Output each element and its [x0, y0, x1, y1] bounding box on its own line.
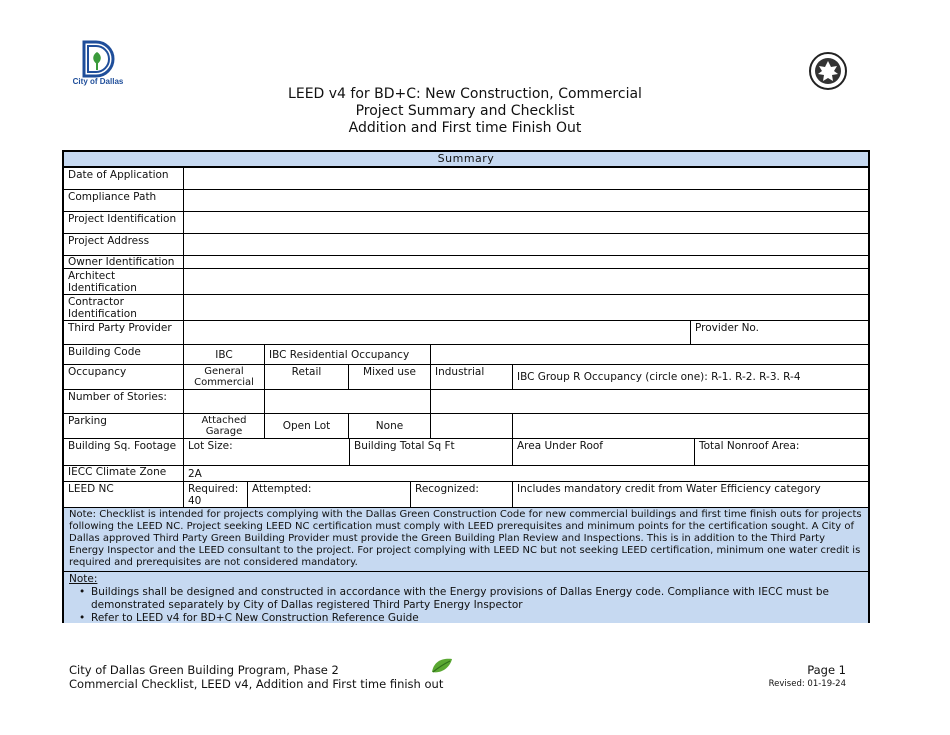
climate-zone-value[interactable]: 2A [188, 468, 202, 480]
row-contractor-identification [64, 295, 868, 321]
parking-blank-1 [431, 414, 513, 438]
row-architect-identification [64, 269, 868, 295]
label-number-of-stories: Number of Stories: [64, 390, 184, 413]
project-address-field[interactable] [184, 234, 868, 255]
ibc-residential-option[interactable]: IBC Residential Occupancy [265, 345, 431, 364]
label-building-code: Building Code [64, 345, 184, 364]
logo-text: City of Dallas [72, 77, 124, 86]
revised-date: Revised: 01-19-24 [768, 679, 846, 689]
recognized-points-field[interactable]: Recognized: [411, 482, 513, 507]
row-project-identification [64, 212, 868, 234]
row-building-sq-footage [64, 439, 868, 466]
title-line-1: LEED v4 for BD+C: New Construction, Commercial [288, 86, 642, 102]
required-points-field[interactable]: Required: 40 [184, 482, 248, 507]
stories-blank-1 [265, 390, 431, 413]
document-title [200, 86, 730, 137]
none-option[interactable]: None [349, 414, 431, 438]
architect-identification-field[interactable] [184, 269, 868, 294]
city-of-dallas-logo [68, 40, 128, 90]
project-identification-field[interactable] [184, 212, 868, 233]
general-commercial-option[interactable]: General Commercial [184, 365, 265, 389]
label-compliance-path: Compliance Path [64, 190, 184, 211]
retail-option[interactable]: Retail [265, 365, 349, 389]
note-bullet-reference: • Refer to LEED v4 for BD+C New Construction Reference Guide [77, 612, 863, 625]
building-code-blank [431, 345, 868, 364]
note-label: Note: [69, 573, 98, 585]
building-total-sq-ft-field[interactable]: Building Total Sq Ft [350, 439, 513, 465]
mandatory-credit-note: Includes mandatory credit from Water Efficiency category [517, 483, 821, 495]
mixed-use-option[interactable]: Mixed use [349, 365, 431, 389]
footer-program-line: City of Dallas Green Building Program, Phase 2 [69, 663, 339, 677]
compliance-path-field[interactable] [184, 190, 868, 211]
row-occupancy [64, 365, 868, 390]
checklist-note: Note: Checklist is intended for projects complying with the Dallas Green Construction Code for new commercial buildings and first time finish outs for projects following the LEED NC. Project seeking LEED NC certification must comply with LEED prerequisites and minimum points for the certification sought. A City of Dallas approved Third Party Green Building Provider must provide the Green Building Plan Review and Inspections. This is in addition to the Third Party Energy Inspector and the LEED consultant to the project. For project complying with LEED NC but not seeking LEED certification, minimum one water credit is required and prerequisites are not considered mandatory. [64, 508, 868, 572]
usgbc-seal-icon [809, 52, 847, 90]
number-of-stories-field[interactable] [184, 390, 265, 413]
lot-size-field[interactable]: Lot Size: [184, 439, 350, 465]
row-building-code [64, 345, 868, 365]
total-nonroof-area-field[interactable]: Total Nonroof Area: [699, 440, 800, 452]
footer-checklist-line: Commercial Checklist, LEED v4, Addition and First time finish out [69, 677, 444, 691]
summary-heading: Summary [64, 152, 868, 168]
row-date-of-application [64, 168, 868, 190]
row-third-party-provider [64, 321, 868, 345]
title-line-3: Addition and First time Finish Out [348, 120, 582, 136]
page-number: Page 1 [807, 663, 846, 677]
third-party-provider-field[interactable] [184, 321, 691, 344]
label-project-identification: Project Identification [64, 212, 184, 233]
row-leed-nc [64, 482, 868, 508]
summary-form [62, 150, 870, 623]
row-project-address [64, 234, 868, 256]
owner-identification-field[interactable] [184, 256, 868, 268]
label-parking: Parking [64, 414, 184, 438]
label-project-address: Project Address [64, 234, 184, 255]
open-lot-option[interactable]: Open Lot [265, 414, 349, 438]
label-contractor-identification: Contractor Identification [64, 295, 184, 320]
stories-blank-2 [431, 390, 868, 413]
attached-garage-option[interactable]: Attached Garage [184, 414, 265, 438]
label-leed-nc: LEED NC [64, 482, 184, 507]
row-parking [64, 414, 868, 439]
row-owner-identification [64, 256, 868, 269]
contractor-identification-field[interactable] [184, 295, 868, 320]
label-iecc-climate-zone: IECC Climate Zone [64, 466, 184, 481]
title-line-2: Project Summary and Checklist [355, 103, 575, 119]
label-occupancy: Occupancy [64, 365, 184, 389]
attempted-points-field[interactable]: Attempted: [248, 482, 411, 507]
group-r-occupancy-option[interactable]: IBC Group R Occupancy (circle one): R-1. R-2. R-3. R-4 [517, 371, 801, 383]
label-date-of-application: Date of Application [64, 168, 184, 189]
area-under-roof-field[interactable]: Area Under Roof [513, 439, 695, 465]
dallas-d-icon [68, 40, 128, 78]
industrial-option[interactable]: Industrial [431, 365, 513, 389]
ibc-option[interactable]: IBC [184, 345, 265, 364]
label-architect-identification: Architect Identification [64, 269, 184, 294]
label-third-party-provider: Third Party Provider [64, 321, 184, 344]
footer-left [69, 663, 443, 691]
label-owner-identification: Owner Identification [64, 256, 184, 268]
leaf-icon [430, 657, 454, 675]
note-bullet-energy: • Buildings shall be designed and constructed in accordance with the Energy provisions of Dallas Energy code. Compliance with IECC must be demonstrated separately by City of Dallas registered Third Party Energy Inspector [77, 586, 863, 612]
date-of-application-field[interactable] [184, 168, 868, 189]
note-bullets [77, 586, 863, 625]
parking-blank-2 [513, 414, 868, 438]
label-building-sq-footage: Building Sq. Footage [64, 439, 184, 465]
energy-note [64, 572, 868, 623]
row-number-of-stories [64, 390, 868, 414]
row-compliance-path [64, 190, 868, 212]
row-iecc-climate-zone [64, 466, 868, 482]
provider-no-field[interactable]: Provider No. [695, 322, 759, 334]
